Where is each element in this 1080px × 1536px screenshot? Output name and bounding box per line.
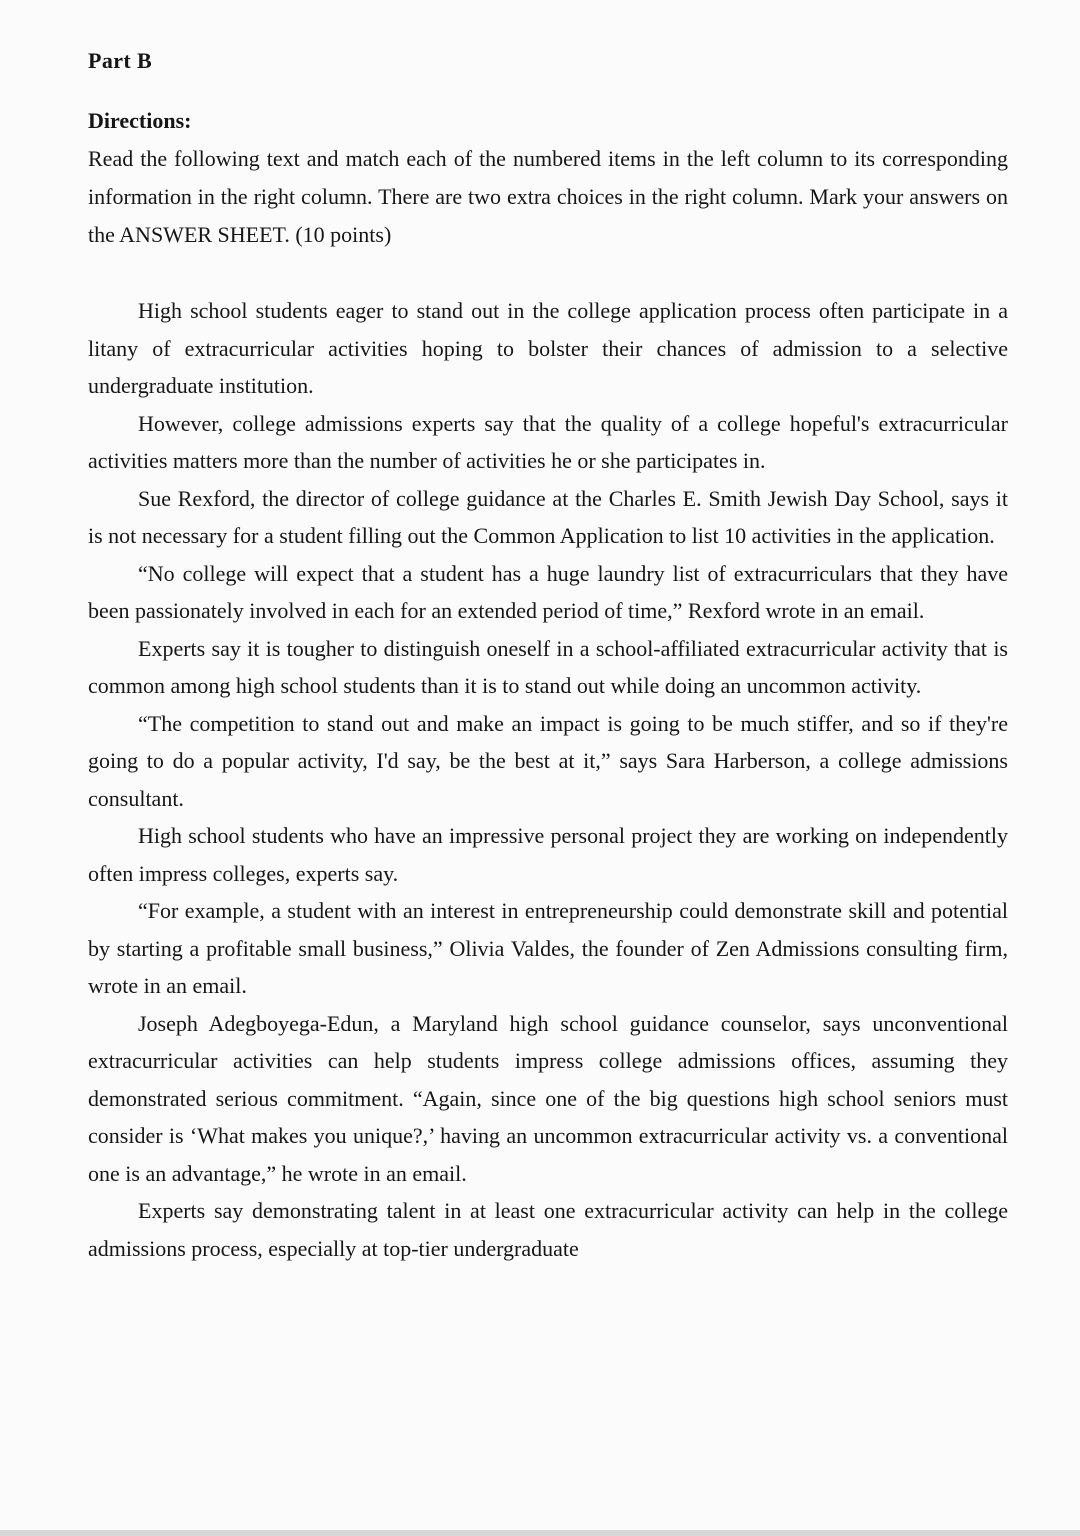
passage-paragraph: “For example, a student with an interest in entrepreneurship could demonstrate skill and potential by starting a profitable small business,” Olivia Valdes, the founder of Zen Admissions consulting firm, wrote in an email.: [88, 898, 1008, 998]
passage-paragraph: High school students who have an impressive personal project they are working on independently often impress colleges, experts say.: [88, 823, 1008, 886]
reading-passage: [88, 292, 1008, 1267]
passage-paragraph: Joseph Adegboyega-Edun, a Maryland high school guidance counselor, says unconventional extracurricular activities can help students impress college admissions offices, assuming they demonstrated serious commitment. “Again, since one of the big questions high school seniors must consider is ‘What makes you unique?,’ having an uncommon extracurricular activity vs. a conventional one is an advantage,” he wrote in an email.: [88, 1010, 1008, 1186]
directions-title: Directions:: [88, 108, 192, 133]
passage-paragraph: High school students eager to stand out in the college application process often participate in a litany of extracurricular activities hoping to bolster their chances of admission to a selective undergraduate institution.: [88, 298, 1008, 398]
page-bottom-edge: [0, 1530, 1080, 1536]
passage-paragraph: Sue Rexford, the director of college guidance at the Charles E. Smith Jewish Day School, says it is not necessary for a student filling out the Common Application to list 10 activities in the application.: [88, 485, 1008, 548]
passage-paragraph: Experts say it is tougher to distinguish oneself in a school-affiliated extracurricular activity that is common among high school students than it is to stand out while doing an uncommon activity.: [88, 635, 1008, 698]
passage-paragraph: “No college will expect that a student has a huge laundry list of extracurriculars that they have been passionately involved in each for an extended period of time,” Rexford wrote in an email.: [88, 560, 1008, 623]
passage-paragraph: Experts say demonstrating talent in at least one extracurricular activity can help in the college admissions process, especially at top-tier undergraduate: [88, 1198, 1008, 1261]
passage-paragraph: However, college admissions experts say that the quality of a college hopeful's extracurricular activities matters more than the number of activities he or she participates in.: [88, 410, 1008, 473]
part-title: Part B: [88, 48, 153, 73]
directions-text: Read the following text and match each of the numbered items in the left column to its corresponding information in the right column. There are two extra choices in the right column. Mark your answers on the ANSWER SHEET. (10 points): [88, 146, 1008, 247]
passage-paragraph: “The competition to stand out and make an impact is going to be much stiffer, and so if they're going to do a popular activity, I'd say, be the best at it,” says Sara Harberson, a college admissions consultant.: [88, 710, 1008, 811]
